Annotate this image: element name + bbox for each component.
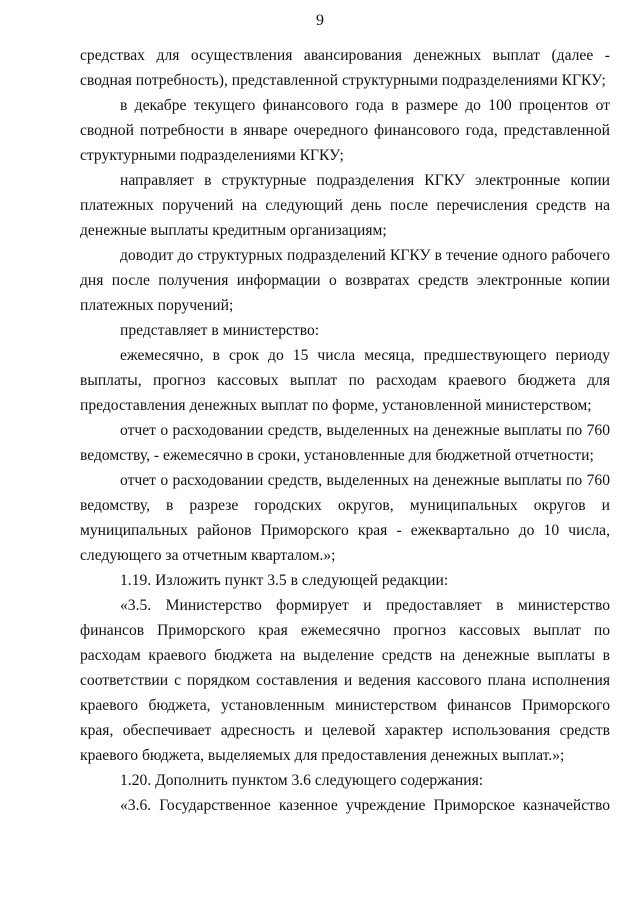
- paragraph-4: доводит до структурных подразделений КГКУ в течение одного рабочего дня после получения информации о возвратах средств электронные копии платежных поручений;: [80, 247, 610, 314]
- paragraph-8: отчет о расходовании средств, выделенных на денежные выплаты по 760 ведомству, в разрезе городских округов, муниципальных округов и муниципальных районов Приморского края - ежеквартально до 10 числа, следующего за отчетным кварталом.»;: [80, 472, 610, 564]
- page-number: 9: [316, 12, 324, 29]
- document-body: [80, 43, 610, 818]
- paragraph-12: «3.6. Государственное казенное учреждение Приморское казначейство: [120, 797, 610, 814]
- paragraph-10: «3.5. Министерство формирует и предоставляет в министерство финансов Приморского края ежемесячно прогноз кассовых выплат по расходам краевого бюджета на выделение средств на денежные выплаты в соответствии с порядком составления и ведения кассового плана исполнения краевого бюджета, установленным министерством финансов Приморского края, обеспечивает адресность и целевой характер использования средств краевого бюджета, выделяемых для предоставления денежных выплат.»;: [80, 597, 610, 764]
- paragraph-11: 1.20. Дополнить пунктом 3.6 следующего содержания:: [120, 772, 484, 789]
- paragraph-6: ежемесячно, в срок до 15 числа месяца, предшествующего периоду выплаты, прогноз кассовых выплат по расходам краевого бюджета для предоставления денежных выплат по форме, установленной министерством;: [80, 347, 610, 414]
- paragraph-5: представляет в министерство:: [120, 322, 320, 339]
- paragraph-7: отчет о расходовании средств, выделенных на денежные выплаты по 760 ведомству, - ежемесячно в сроки, установленные для бюджетной отчетности;: [80, 422, 610, 464]
- paragraph-3: направляет в структурные подразделения КГКУ электронные копии платежных поручений на следующий день после перечисления средств на денежные выплаты кредитным организациям;: [80, 172, 610, 239]
- paragraph-9: 1.19. Изложить пункт 3.5 в следующей редакции:: [120, 572, 449, 589]
- paragraph-1: средствах для осуществления авансирования денежных выплат (далее - сводная потребность), представленной структурными подразделениями КГКУ;: [80, 47, 610, 89]
- paragraph-2: в декабре текущего финансового года в размере до 100 процентов от сводной потребности в январе очередного финансового года, представленной структурными подразделениями КГКУ;: [80, 97, 610, 164]
